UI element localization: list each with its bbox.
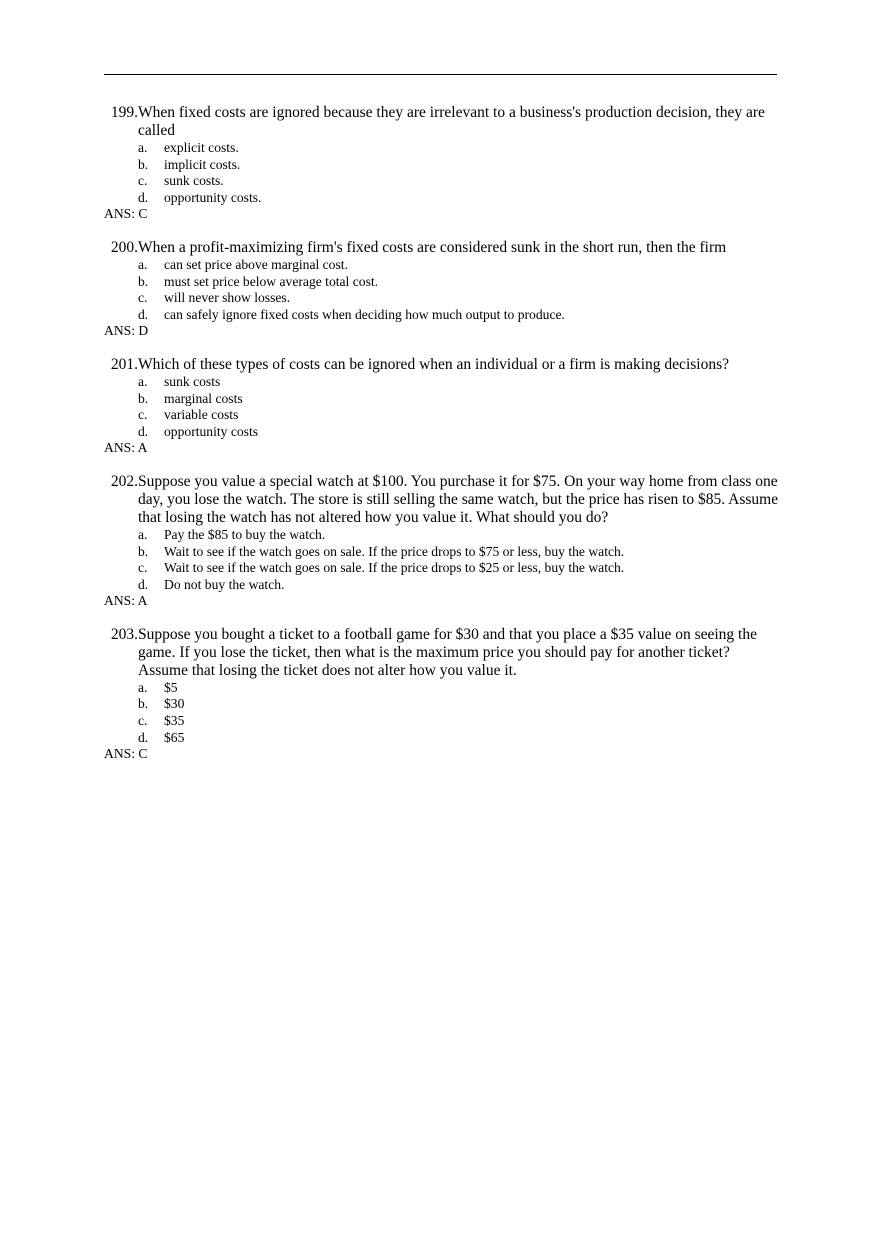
choice-letter: b. [138, 390, 149, 406]
choice-letter: c. [138, 713, 148, 729]
choice-letter: a. [138, 373, 148, 389]
choice-letter: c. [138, 290, 148, 306]
choice-text: will never show losses. [164, 290, 291, 306]
header-rule [104, 74, 777, 75]
choice-b [138, 274, 780, 291]
answer-key: ANS: C [104, 206, 148, 222]
choice-text: $65 [164, 729, 185, 745]
choice-text: Wait to see if the watch goes on sale. If the price drops to $25 or less, buy the watch. [164, 560, 625, 576]
choice-text: can set price above marginal cost. [164, 256, 348, 272]
choice-text: Pay the $85 to buy the watch. [164, 526, 326, 542]
choice-list [104, 140, 780, 206]
choice-letter: d. [138, 189, 149, 205]
question-stem [104, 473, 780, 527]
question-stem [104, 356, 780, 374]
choice-d [138, 730, 780, 747]
choice-list [104, 374, 780, 440]
question-text: When fixed costs are ignored because they are irrelevant to a business's production decision, they are called [138, 104, 765, 139]
choice-b [138, 391, 780, 408]
choice-letter: c. [138, 173, 148, 189]
choice-a [138, 257, 780, 274]
choice-text: $35 [164, 713, 185, 729]
choice-c [138, 713, 780, 730]
choice-c [138, 173, 780, 190]
choice-c [138, 290, 780, 307]
choice-letter: b. [138, 156, 149, 172]
choice-letter: d. [138, 576, 149, 592]
choice-letter: b. [138, 543, 149, 559]
choice-text: implicit costs. [164, 156, 241, 172]
choice-text: sunk costs. [164, 173, 224, 189]
question-199 [104, 104, 780, 223]
question-stem [104, 239, 780, 257]
choice-text: variable costs [164, 407, 239, 423]
choice-d [138, 190, 780, 207]
question-number: 201. [110, 355, 138, 373]
choice-text: Do not buy the watch. [164, 576, 285, 592]
choice-a [138, 374, 780, 391]
choice-c [138, 560, 780, 577]
choice-b [138, 157, 780, 174]
choice-text: sunk costs [164, 373, 221, 389]
choice-list [104, 680, 780, 746]
choice-text: opportunity costs [164, 423, 259, 439]
choice-letter: d. [138, 306, 149, 322]
question-stem [104, 104, 780, 140]
question-number: 203. [110, 625, 138, 643]
choice-text: $5 [164, 679, 178, 695]
question-number: 199. [110, 104, 138, 121]
choice-text: marginal costs [164, 390, 243, 406]
question-201 [104, 356, 780, 457]
answer-key: ANS: C [104, 746, 148, 762]
choice-letter: c. [138, 407, 148, 423]
choice-text: must set price below average total cost. [164, 273, 379, 289]
choice-b [138, 544, 780, 561]
answer-key: ANS: D [104, 323, 149, 339]
question-number: 200. [110, 238, 138, 256]
choice-letter: c. [138, 560, 148, 576]
choice-letter: b. [138, 696, 149, 712]
choice-text: explicit costs. [164, 140, 239, 155]
question-text: Which of these types of costs can be ignored when an individual or a firm is making decisions? [138, 355, 729, 373]
question-203 [104, 626, 780, 763]
choice-list [104, 527, 780, 593]
choice-letter: d. [138, 423, 149, 439]
choice-letter: a. [138, 526, 148, 542]
choice-list [104, 257, 780, 323]
choice-d [138, 307, 780, 324]
choice-letter: a. [138, 256, 148, 272]
question-stem [104, 626, 780, 680]
answer-key: ANS: A [104, 440, 148, 456]
choice-letter: a. [138, 140, 148, 155]
question-list [104, 104, 780, 779]
choice-d [138, 424, 780, 441]
choice-a [138, 527, 780, 544]
choice-c [138, 407, 780, 424]
question-text: Suppose you value a special watch at $100. You purchase it for $75. On your way home from class one day, you lose the watch. The store is still selling the same watch, but the price has risen to $85. Assume that losing the watch has not altered how you value it. What should you do? [138, 472, 779, 526]
choice-letter: d. [138, 729, 149, 745]
choice-text: opportunity costs. [164, 189, 262, 205]
choice-a [138, 140, 780, 157]
choice-a [138, 680, 780, 697]
choice-b [138, 696, 780, 713]
choice-d [138, 577, 780, 594]
choice-text: can safely ignore fixed costs when deciding how much output to produce. [164, 306, 565, 322]
question-number: 202. [110, 472, 138, 490]
choice-letter: b. [138, 273, 149, 289]
choice-text: $30 [164, 696, 185, 712]
choice-letter: a. [138, 679, 148, 695]
question-202 [104, 473, 780, 610]
choice-text: Wait to see if the watch goes on sale. If the price drops to $75 or less, buy the watch. [164, 543, 625, 559]
question-text: When a profit-maximizing firm's fixed costs are considered sunk in the short run, then the firm [138, 238, 727, 256]
question-200 [104, 239, 780, 340]
question-text: Suppose you bought a ticket to a football game for $30 and that you place a $35 value on seeing the game. If you lose the ticket, then what is the maximum price you should pay for another ticket? Assume that losing the ticket does not alter how you value it. [138, 625, 757, 679]
answer-key: ANS: A [104, 593, 148, 609]
